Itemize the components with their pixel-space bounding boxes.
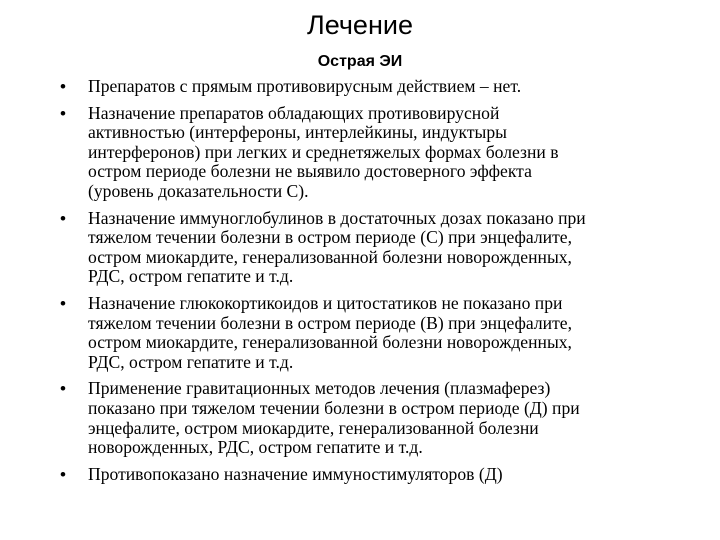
bullet-line: РДС, остром гепатите и т.д. <box>88 266 294 287</box>
bullet-line: новорожденных, РДС, остром гепатите и т.д. <box>88 437 423 458</box>
bullet-dot-icon: • <box>60 103 66 123</box>
bullet-line: РДС, остром гепатите и т.д. <box>88 351 294 372</box>
bullet-line: Противопоказано назначение иммуностимуляторов (Д) <box>88 463 503 484</box>
slide-subtitle: Острая ЭИ <box>317 53 403 70</box>
bullet-line: тяжелом течении болезни в остром периоде (С) при энцефалите, <box>88 227 572 248</box>
bullet-dot-icon: • <box>60 464 66 484</box>
slide-title: Лечение <box>307 10 413 40</box>
bullet-line: показано при тяжелом течении болезни в остром периоде (Д) при <box>88 397 580 418</box>
bullet-dot-icon: • <box>60 208 66 228</box>
bullet-dot-icon: • <box>60 77 66 96</box>
bullet-list <box>60 77 660 491</box>
bullet-line: остром миокардите, генерализованной болезни новорожденных, <box>88 332 572 353</box>
bullet-dot-icon: • <box>60 293 66 313</box>
bullet-line: Назначение препаратов обладающих противовирусной <box>88 102 500 123</box>
bullet-line: Назначение иммуноглобулинов в достаточных дозах показано при <box>88 207 586 228</box>
bullet-item <box>60 104 660 202</box>
bullet-line: остром миокардите, генерализованной болезни новорожденных, <box>88 246 572 267</box>
bullet-item <box>60 465 660 485</box>
bullet-line: энцефалите, остром миокардите, генерализованной болезни <box>88 417 539 438</box>
bullet-line: остром периоде болезни не выявило достоверного эффекта <box>88 161 532 182</box>
bullet-item <box>60 77 660 97</box>
bullet-line: Назначение глюкокортикоидов и цитостатиков не показано при <box>88 292 563 313</box>
bullet-dot-icon: • <box>60 379 66 399</box>
bullet-line: интерферонов) при легких и среднетяжелых формах болезни в <box>88 141 559 162</box>
bullet-item <box>60 294 660 372</box>
bullet-line: (уровень доказательности С). <box>88 180 309 201</box>
bullet-line: Препаратов с прямым противовирусным действием – нет. <box>88 76 522 96</box>
bullet-item <box>60 379 660 457</box>
bullet-line: тяжелом течении болезни в остром периоде (В) при энцефалите, <box>88 312 572 333</box>
bullet-item <box>60 209 660 287</box>
bullet-line: Применение гравитационных методов лечения (плазмаферез) <box>88 378 551 399</box>
bullet-line: активностью (интерфероны, интерлейкины, индуктыры <box>88 122 507 143</box>
